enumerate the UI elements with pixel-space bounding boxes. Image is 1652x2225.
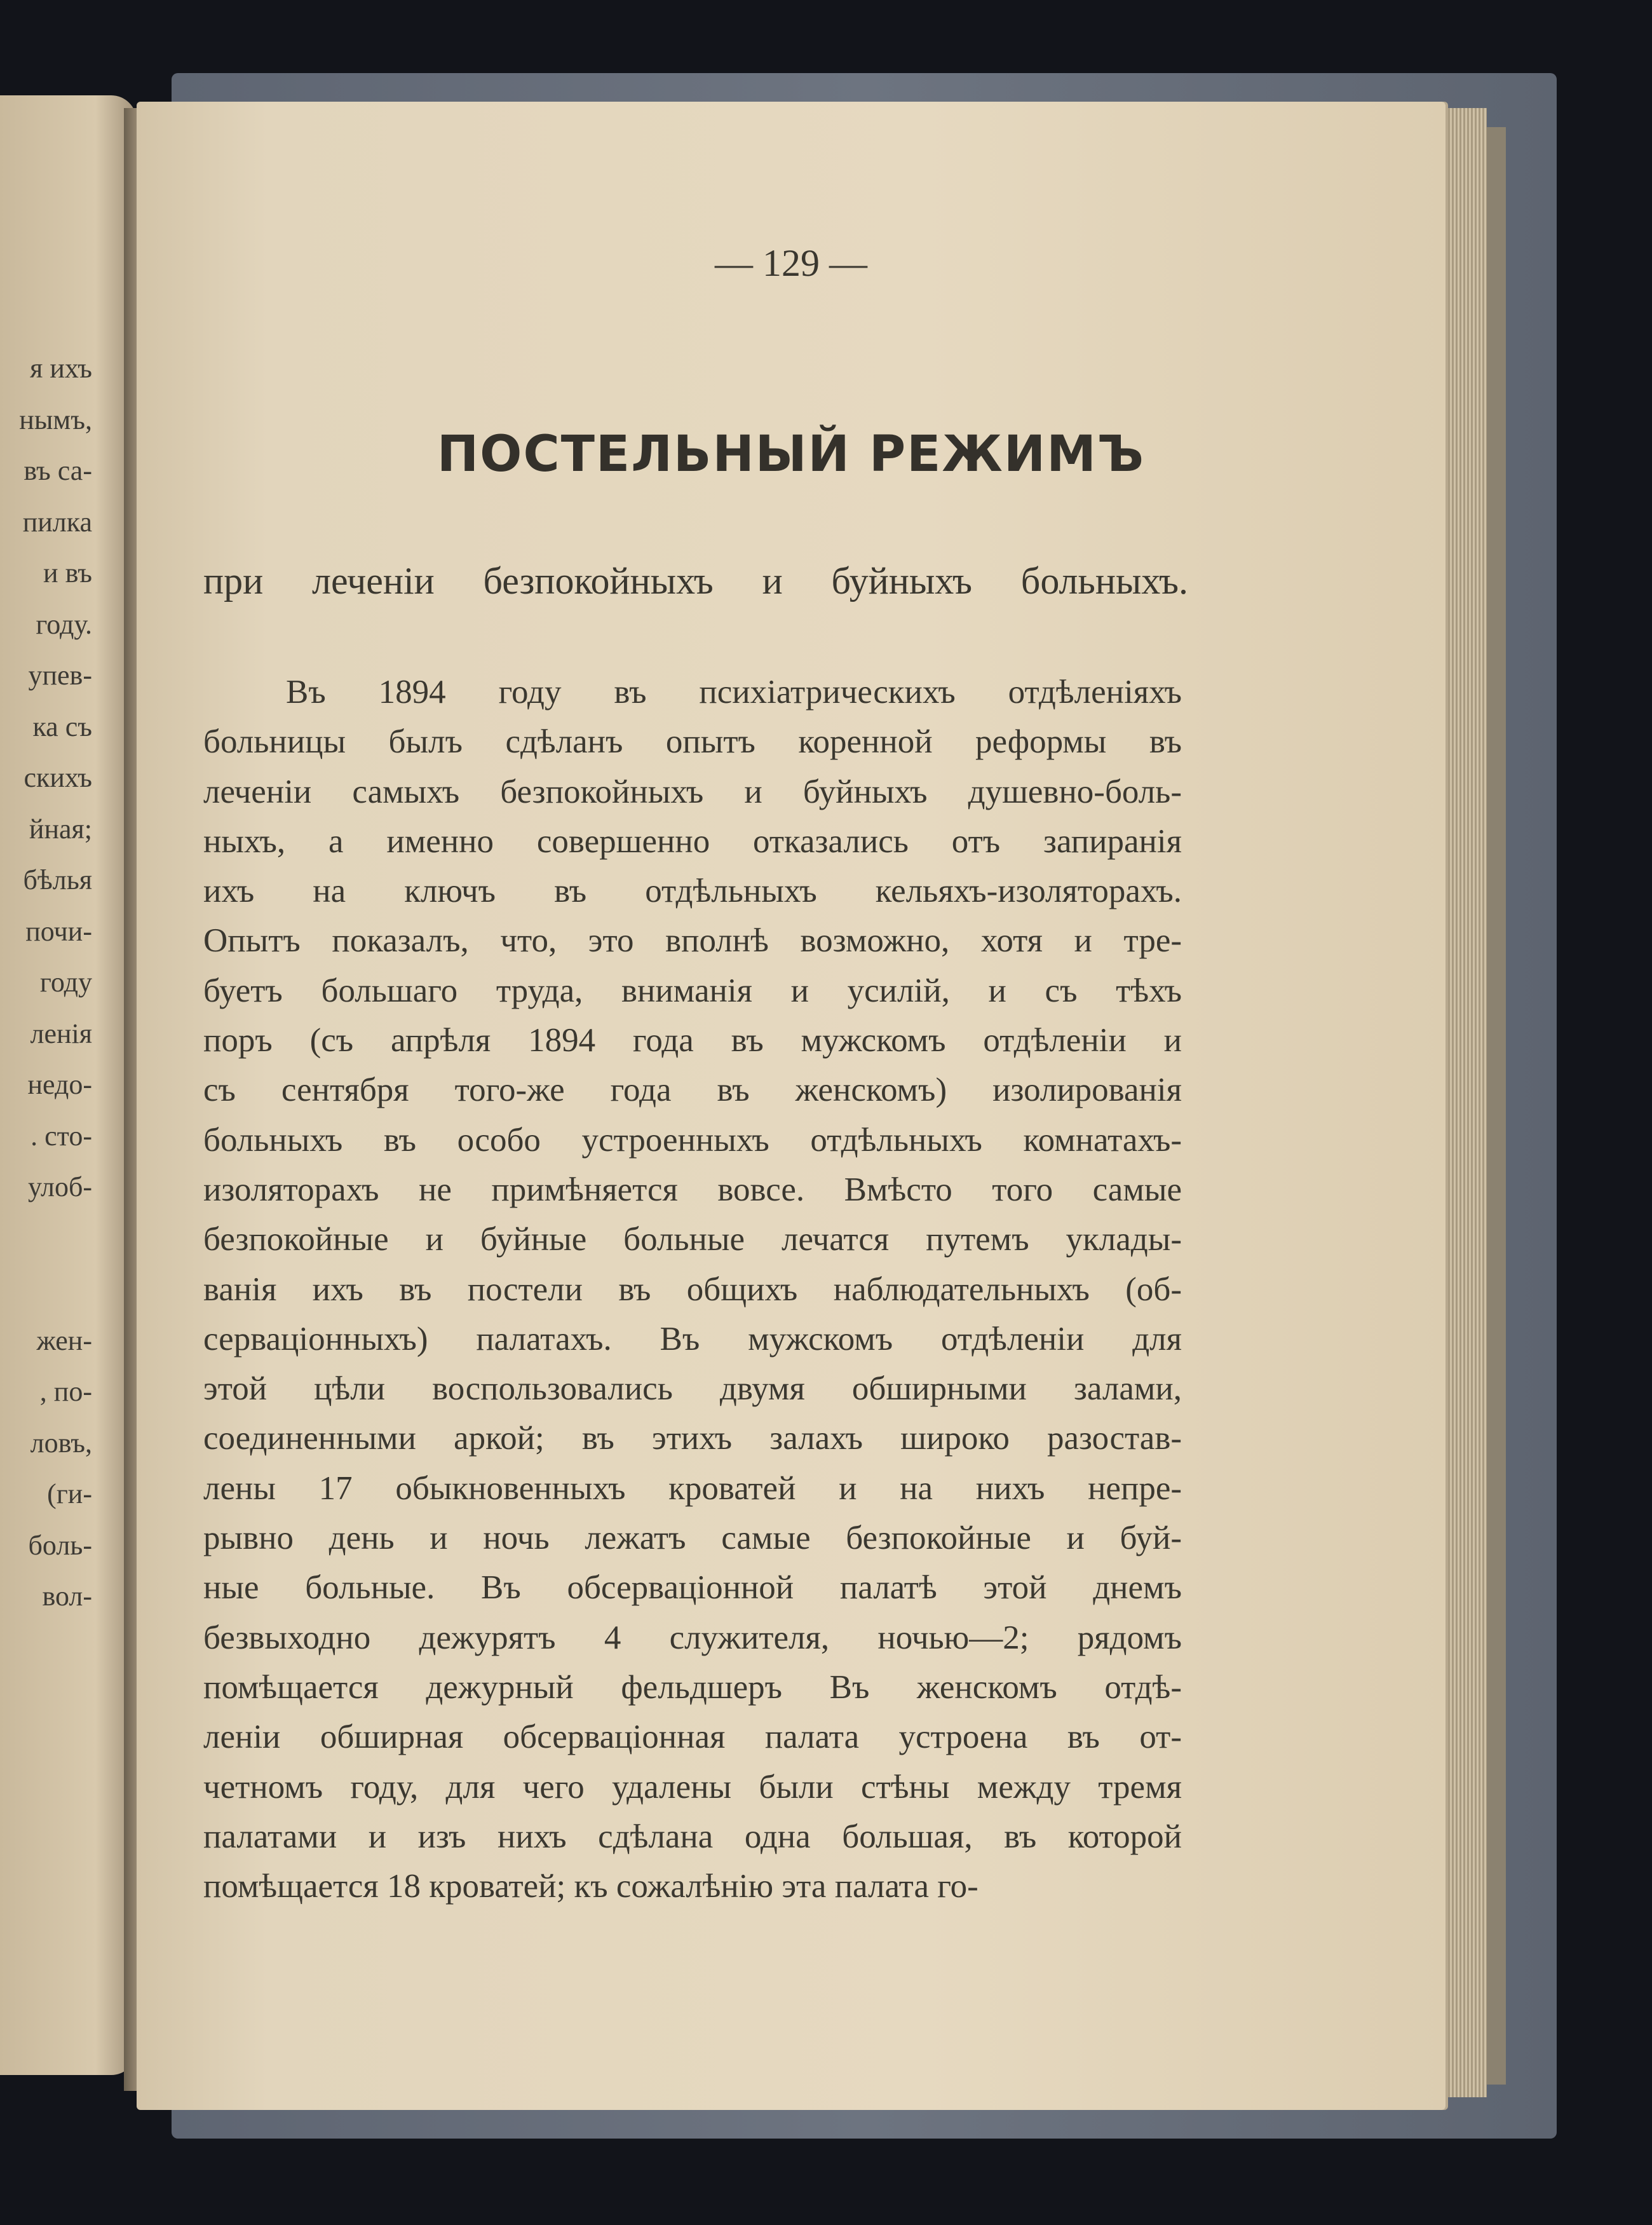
previous-page-line: пилка bbox=[22, 506, 92, 538]
body-line: больныхъ въ особо устроенныхъ отдѣльныхъ комнатахъ- bbox=[203, 1121, 1182, 1159]
previous-page-line: жен- bbox=[36, 1324, 92, 1356]
body-line: этой цѣли воспользовались двумя обширными залами, bbox=[203, 1370, 1182, 1408]
previous-page-line: . сто- bbox=[30, 1120, 92, 1152]
previous-page-line: въ са- bbox=[24, 455, 92, 486]
previous-page-line: недо- bbox=[27, 1069, 92, 1100]
body-line: изоляторахъ не примѣняется вовсе. Вмѣсто того самые bbox=[203, 1171, 1182, 1208]
chapter-heading: ПОСТЕЛЬНЫЙ РЕЖИМЪ bbox=[437, 426, 1146, 483]
body-line: леніи обширная обсерваціонная палата устроена въ от- bbox=[203, 1718, 1182, 1756]
previous-page-line: я ихъ bbox=[30, 353, 92, 384]
body-line: помѣщается дежурный фельдшеръ Въ женскомъ отдѣ- bbox=[203, 1668, 1182, 1706]
previous-page-line: скихъ bbox=[24, 762, 92, 793]
body-line: ихъ на ключъ въ отдѣльныхъ кельяхъ-изоляторахъ. bbox=[203, 873, 1182, 910]
body-line: ванія ихъ въ постели въ общихъ наблюдательныхъ (об- bbox=[203, 1270, 1182, 1308]
previous-page-line: году bbox=[39, 967, 92, 998]
previous-page-line: почи- bbox=[25, 915, 92, 947]
body-line: ные больные. Въ обсерваціонной палатѣ этой днемъ bbox=[203, 1569, 1182, 1607]
previous-page-line: ленія bbox=[30, 1017, 92, 1049]
body-line: больницы былъ сдѣланъ опытъ коренной реформы въ bbox=[203, 723, 1182, 761]
chapter-subtitle: при леченіи безпокойныхъ и буйныхъ больныхъ. bbox=[203, 560, 1188, 602]
page-number: — 129 — bbox=[715, 242, 867, 284]
body-line: ныхъ, а именно совершенно отказались отъ запиранія bbox=[203, 822, 1182, 860]
body-line: безвыходно дежурятъ 4 служителя, ночью—2; рядомъ bbox=[203, 1619, 1182, 1656]
body-line: рывно день и ночь лежатъ самые безпокойные и буй- bbox=[203, 1520, 1182, 1557]
previous-page-line bbox=[0, 1264, 92, 1316]
body-line: леченіи самыхъ безпокойныхъ и буйныхъ душевно-боль- bbox=[203, 773, 1182, 810]
body-line: съ сентября того-же года въ женскомъ) изолированія bbox=[203, 1072, 1182, 1109]
previous-page-line: , по- bbox=[39, 1376, 92, 1407]
previous-page-text bbox=[0, 343, 92, 1623]
body-line: Опытъ показалъ, что, это вполнѣ возможно, хотя и тре- bbox=[203, 922, 1182, 960]
body-line: серваціонныхъ) палатахъ. Въ мужскомъ отдѣленіи для bbox=[203, 1320, 1182, 1357]
previous-page-line: упев- bbox=[28, 660, 92, 691]
previous-page-line: и въ bbox=[43, 557, 92, 589]
body-line: безпокойные и буйные больные лечатся путемъ уклады- bbox=[203, 1221, 1182, 1258]
previous-page-line: бѣлья bbox=[23, 864, 92, 895]
body-line: поръ (съ апрѣля 1894 года въ мужскомъ отдѣленіи и bbox=[203, 1022, 1182, 1059]
body-line: палатами и изъ нихъ сдѣлана одна большая, въ которой bbox=[203, 1818, 1182, 1855]
body-line: лены 17 обыкновенныхъ кроватей и на нихъ непре- bbox=[203, 1469, 1182, 1507]
previous-page-line: ка съ bbox=[32, 711, 92, 742]
previous-page-line: нымъ, bbox=[19, 404, 92, 435]
previous-page-line: году. bbox=[36, 608, 92, 640]
previous-page-line bbox=[0, 1213, 92, 1265]
previous-page-line: улоб- bbox=[27, 1171, 92, 1202]
page-edges-shadow bbox=[1487, 127, 1506, 2085]
body-line: помѣщается 18 кроватей; къ сожалѣнію эта палата го- bbox=[203, 1868, 978, 1905]
body-line: четномъ году, для чего удалены были стѣны между тремя bbox=[203, 1768, 1182, 1806]
previous-page-line: (ги- bbox=[47, 1478, 92, 1509]
previous-page-line: боль- bbox=[28, 1529, 92, 1561]
body-text bbox=[203, 667, 1182, 1911]
previous-page-line: ловъ, bbox=[30, 1427, 92, 1459]
body-line: буетъ большаго труда, вниманія и усилій, и съ тѣхъ bbox=[203, 972, 1182, 1009]
body-line: Въ 1894 году въ психіатрическихъ отдѣленіяхъ bbox=[286, 674, 1182, 711]
previous-page-line: вол- bbox=[42, 1581, 92, 1612]
previous-page-line: йная; bbox=[29, 813, 92, 845]
body-line: соединенными аркой; въ этихъ залахъ широко разостав- bbox=[203, 1420, 1182, 1457]
